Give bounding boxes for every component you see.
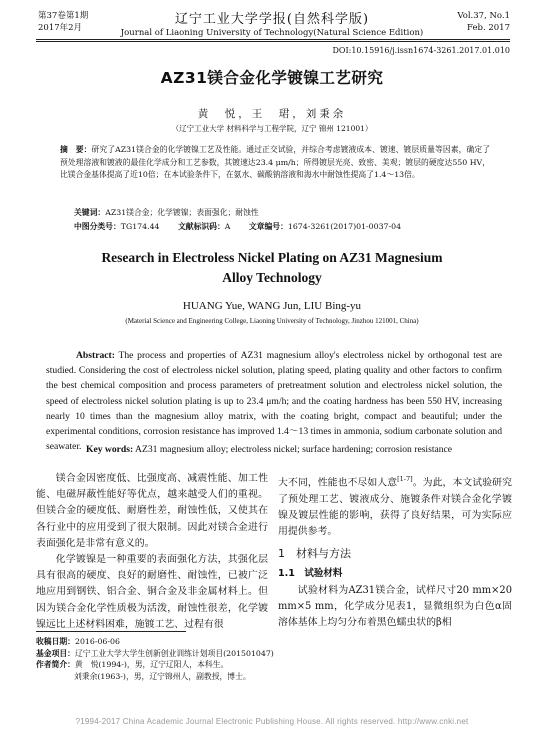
intro-paragraph-2: 化学镀镍是一种重要的表面强化方法，其强化层具有很高的硬度、良好的耐磨性、耐蚀性，已被广泛地应用到钢铁、铝合金、铜合金及非金属材料上。但因为镁合金化学性质极为活泼，耐蚀性很差，化学镀镍远比上述材料困难，施镀工艺、过程有很 [36, 554, 268, 630]
author-bio-2: 刘秉余(1963-)，男，辽宁锦州人，副教授，博士。 [74, 671, 251, 681]
copyright-footer: ?1994-2017 China Academic Journal Electronic Publishing House. All rights reserved. http://www.cnki.net [75, 717, 469, 726]
affiliation-cn: （辽宁工业大学 材料科学与工程学院，辽宁 锦州 121001） [171, 124, 373, 133]
received-label: 收稿日期： [36, 637, 75, 646]
doi: DOI:10.15916/j.issn1674-3261.2017.01.010 [332, 46, 510, 55]
keywords-cn-text: AZ31镁合金；化学镀镍；表面强化；耐蚀性 [105, 208, 259, 217]
author-bio-label: 作者简介： [36, 660, 75, 670]
section-heading-1-1: 1.1 试验材料 [278, 568, 343, 580]
vol-no: Vol.37, No.1 [457, 11, 510, 21]
abstract-en-text: The process and properties of AZ31 magnesium alloy's electroless nickel by orthogonal test are studied. Considering the cost of electroless nickel solution, plating speed, plating quality and other factors to confirm the best chemical composition and process parameters of pretreatment solution and electroless nickel solution, the speed of electroless nickel solution plating is up to 23.4 μm/h; and the coating hardness has been 550 HV, increasing nearly 10 times than the magnesium alloy matrix, with the coating bright, compact and beautiful; under the experimental conditions, corrosion resistance has improved 1.4～13 times in ammonia, sodium carbonate solution and seawater. [46, 350, 502, 453]
fund-text: 辽宁工业大学大学生创新创业训练计划项目(201501047) [74, 648, 274, 658]
keywords-en [86, 444, 452, 455]
journal-title-cn: 辽宁工业大学学报(自然科学版) [174, 12, 370, 27]
issue-date-en: Feb. 2017 [467, 23, 510, 33]
article-no-label: 文章编号： [248, 222, 288, 231]
abstract-cn-text: 研究了AZ31镁合金的化学镀镍工艺及性能。通过正交试验，并综合考虑镀液成本、镀速、镀层质量等因素，确定了预处理溶液和镀液的最佳化学成分和工艺参数，其镀速达23.4 μm/h；所得镀层光亮、致密、美观；镀层的硬度达550 HV，比镁合金基体提高了近10倍；在本试验条件下，在氨水、碳酸钠溶液和海水中耐蚀性提高了1.4～13倍。 [60, 145, 491, 180]
footnotes [36, 636, 274, 682]
header-vol-en [457, 10, 510, 34]
paper-title-en-line2: Alloy Technology [222, 270, 322, 285]
volume-issue: 第37卷第1期 [38, 11, 89, 21]
keywords-cn [74, 207, 259, 218]
paper-title-en [0, 248, 544, 288]
doc-code-value: A [224, 222, 231, 231]
paper-title-en-line1: Research in Electroless Nickel Plating on AZ31 Magnesium [101, 250, 443, 265]
issue-date-cn: 2017年2月 [38, 23, 83, 33]
abstract-en [46, 348, 502, 454]
abstract-cn-label: 摘 要： [60, 145, 92, 154]
intro-paragraph-1: 镁合金因密度低、比强度高、减震性能、加工性能、电磁屏蔽性能好等优点，越来越受人们的重视。但镁合金的硬度低、耐磨性差，耐蚀性低，又使其在各行业中的应用受到了很大限制。因此对镁合金进行表面强化是非常有意义的。 [36, 473, 268, 549]
affiliation-en: (Material Science and Engineering College, Liaoning University of Technology, Jinzhou 121001, China) [125, 317, 419, 325]
author-bio-1: 黄 悦(1994-)，男，辽宁辽阳人，本科生。 [74, 660, 229, 670]
fund-label: 基金项目： [36, 648, 75, 658]
header-rule-2 [36, 41, 510, 42]
intro-paragraph-3-b: 。为此，本文试验研究了预处理工艺、镀液成分、施镀条件对镁合金化学镀镍及镀层性能的影响，获得了良好结果，可为实际应用提供参考。 [278, 477, 512, 537]
intro-paragraph-3 [278, 471, 512, 540]
received-date: 2016-06-06 [74, 637, 120, 646]
citation-ref: [1-7] [397, 475, 413, 483]
materials-paragraph: 试验材料为AZ31镁合金，试样尺寸20 mm×20 mm×5 mm，化学成分见表1，显微组织为白色α固溶体基体上均匀分布着黑色蠕虫状的β相 [278, 584, 512, 628]
journal-title-en: Journal of Liaoning University of Technology(Natural Science Edition) [120, 28, 424, 38]
keywords-en-text: AZ31 magnesium alloy; electroless nickel; surface hardening; corrosion resistance [135, 444, 453, 455]
intro-paragraph-3-a: 大不同，性能也不尽如人意 [278, 477, 398, 489]
body-left-column [36, 471, 268, 633]
clc-label: 中图分类号： [74, 222, 121, 231]
classification-line [74, 221, 417, 232]
footnote-rule [36, 631, 186, 632]
clc-value: TG174.44 [120, 222, 160, 231]
section-heading-1: 1 材料与方法 [278, 547, 351, 561]
abstract-en-label: Abstract: [76, 350, 115, 361]
authors-cn: 黄 悦，王 珺，刘秉余 [197, 108, 347, 120]
article-no-value: 1674-3261(2017)01-0037-04 [287, 222, 402, 231]
keywords-en-label: Key words: [86, 444, 134, 455]
abstract-cn [60, 144, 490, 182]
authors-en: HUANG Yue, WANG Jun, LIU Bing-yu [182, 300, 362, 312]
keywords-cn-label: 关键词： [74, 208, 106, 217]
body-right-column [278, 471, 512, 631]
paper-title-cn: AZ31镁合金化学镀镍工艺研究 [160, 69, 384, 87]
header-rule [36, 39, 510, 40]
doc-code-label: 文献标识码： [177, 222, 225, 231]
